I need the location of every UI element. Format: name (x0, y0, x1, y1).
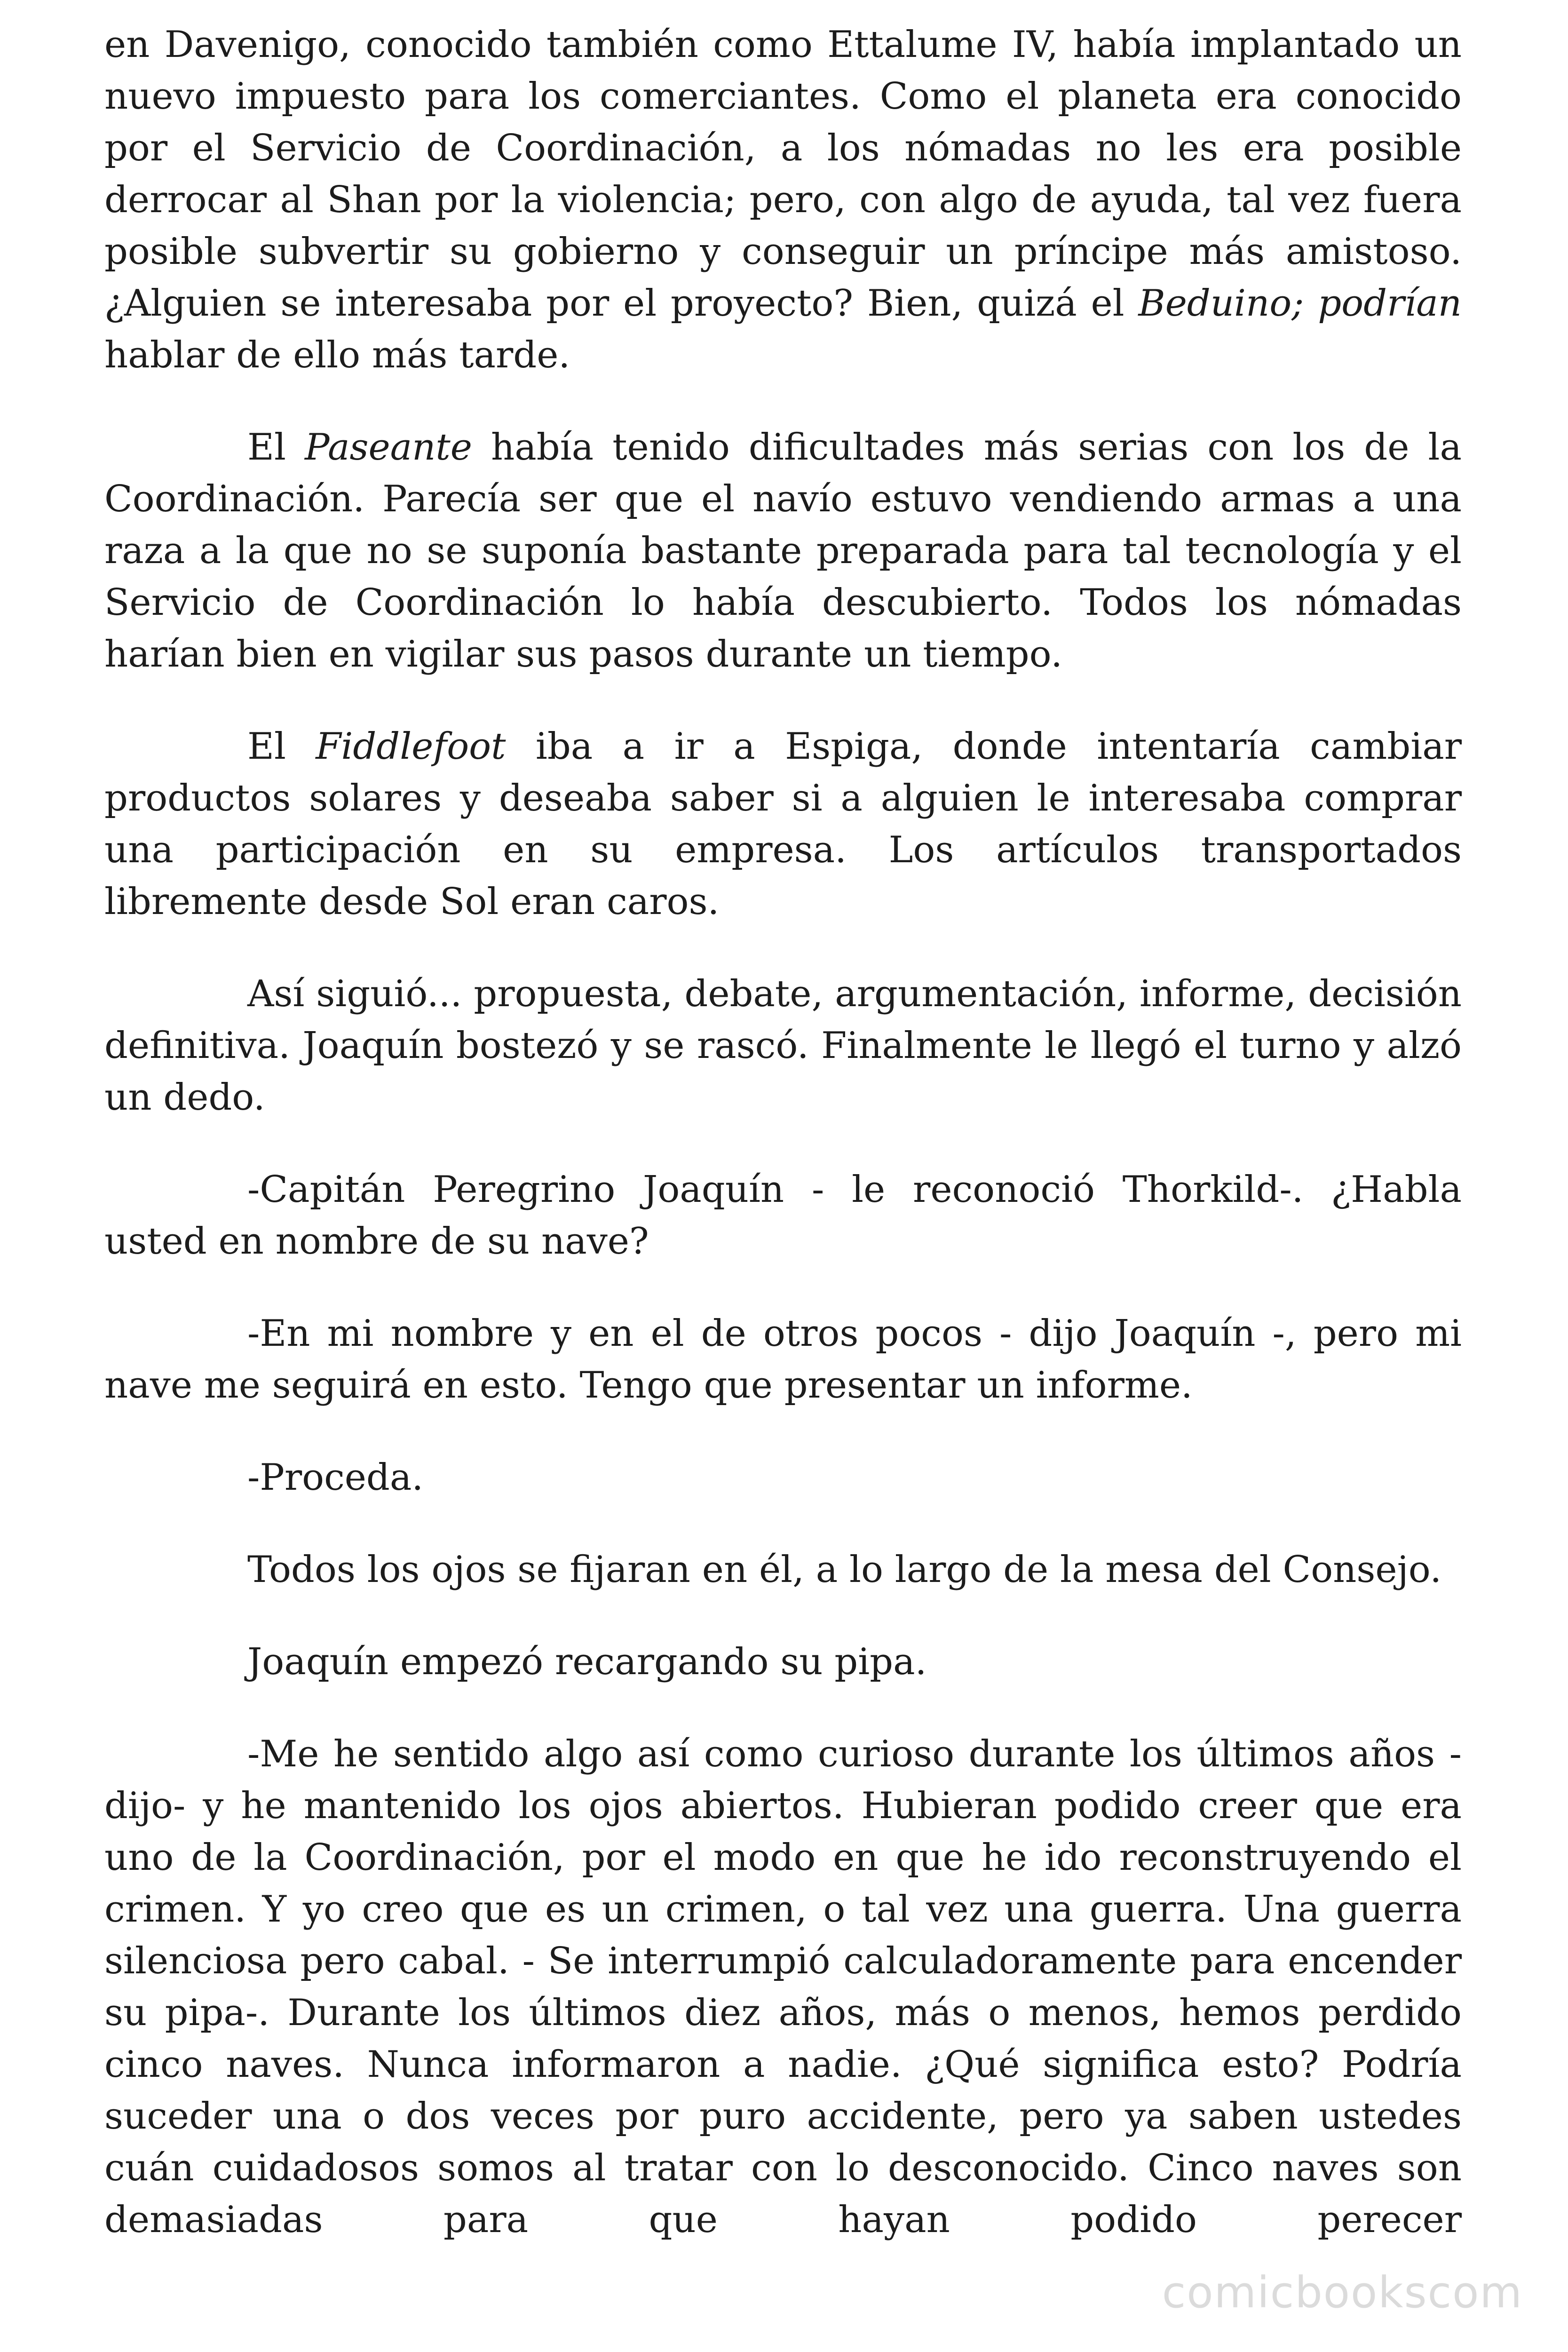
dialogue-paragraph: -En mi nombre y en el de otros pocos - dijo Joaquín -, pero mi nave me seguirá en esto. Tengo que presentar un informe. (104, 1312, 1462, 1406)
paragraph: Todos los ojos se fijaran en él, a lo largo de la mesa del Consejo. (247, 1549, 1442, 1591)
paragraph-text: iba a ir a Espiga, donde intentaría cambiar productos solares y deseaba saber si a alguien le interesaba comprar una participación en su empresa. Los artículos transportados libremente desde Sol eran caros. (104, 725, 1462, 923)
book-page (104, 19, 1462, 2246)
ship-name-italic: Paseante (304, 426, 472, 469)
paragraph (104, 721, 1462, 928)
paragraph: Joaquín empezó recargando su pipa. (247, 1641, 927, 1683)
paragraph (104, 421, 1462, 680)
paragraph: Así siguió... propuesta, debate, argumentación, informe, decisión definitiva. Joaquín bostezó y se rascó. Finalmente le llegó el turno y alzó un dedo. (104, 973, 1462, 1119)
paragraph-text: había tenido dificultades más serias con los de la Coordinación. Parecía ser que el navío estuvo vendiendo armas a una raza a la que no se suponía bastante preparada para tal tecnología y el Servicio de Coordinación lo había descubierto. Todos los nómadas harían bien en vigilar sus pasos durante un tiempo. (104, 426, 1462, 675)
paragraph (104, 19, 1462, 381)
ship-name-italic: Fiddlefoot (316, 725, 506, 768)
paragraph-text: en Davenigo, conocido también como Ettalume IV, había implantado un nuevo impuesto para los comerciantes. Como el planeta era conocido por el Servicio de Coordinación, a los nómadas no les era posible derrocar al Shan por la violencia; pero, con algo de ayuda, tal vez fuera posible subvertir su gobierno y conseguir un príncipe más amistoso. ¿Alguien se interesaba por el proyecto? Bien, quizá el (104, 24, 1462, 325)
paragraph-text: El (247, 426, 305, 469)
ship-name-italic: Beduino; podrían (1138, 282, 1462, 325)
paragraph-text: El (247, 725, 316, 768)
dialogue-paragraph: -Me he sentido algo así como curioso durante los últimos años -dijo- y he mantenido los ojos abiertos. Hubieran podido creer que era uno de la Coordinación, por el modo en que he ido reconstruyendo el crimen. Y yo creo que es un crimen, o tal vez una guerra. Una guerra silenciosa pero cabal. - Se interrumpió calculadoramente para encender su pipa-. Durante los últimos diez años, más o menos, hemos perdido cinco naves. Nunca informaron a nadie. ¿Qué significa esto? Podría suceder una o dos veces por puro accidente, pero ya saben ustedes cuán cuidadosos somos al tratar con lo desconocido. Cinco naves son demasiadas para que hayan podido perecer (104, 1733, 1462, 2241)
dialogue-paragraph: -Proceda. (247, 1456, 424, 1499)
dialogue-paragraph: -Capitán Peregrino Joaquín - le reconoció Thorkild-. ¿Habla usted en nombre de su nave? (104, 1168, 1462, 1263)
watermark: comicbookscom (1162, 2267, 1523, 2318)
paragraph-text: hablar de ello más tarde. (104, 334, 570, 376)
